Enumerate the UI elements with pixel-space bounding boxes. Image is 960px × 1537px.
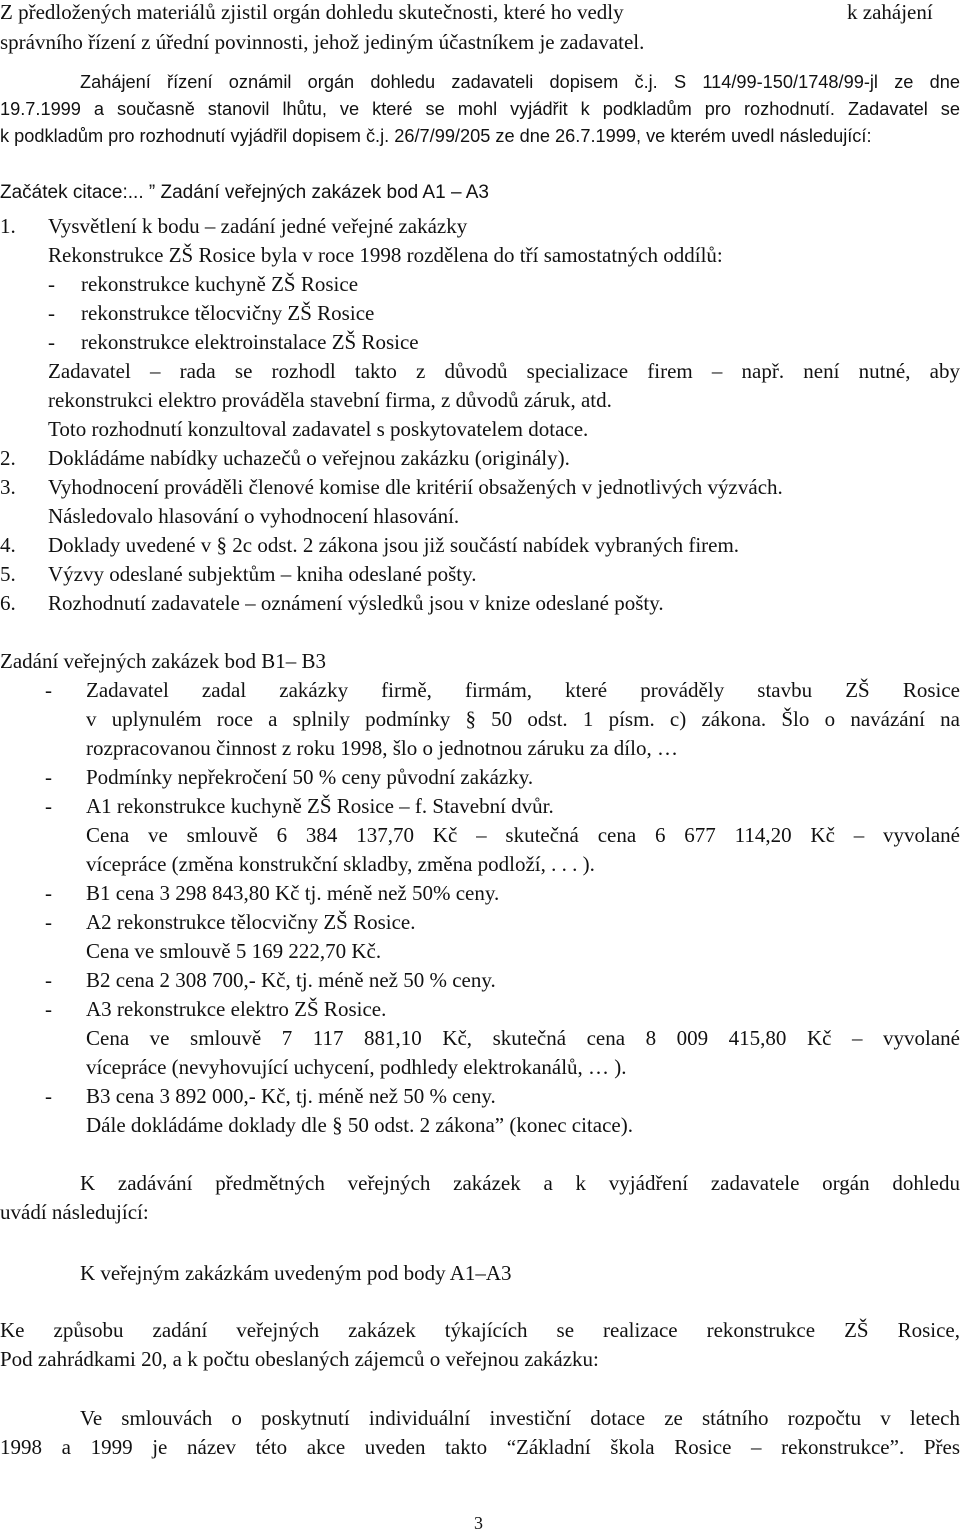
b-item-5-line-1: A2 rekonstrukce tělocvičny ZŠ Rosice. [86, 910, 416, 934]
quote-start: Začátek citace:... ” Zadání veřejných zakázek bod A1 – A3 [0, 182, 489, 203]
b-item-4: B1 cena 3 298 843,80 Kč tj. méně než 50% ceny. [86, 881, 500, 905]
item-1-para-3: Toto rozhodnutí konzultoval zadavatel s poskytovatelem dotace. [48, 417, 589, 441]
list-item [48, 272, 359, 296]
list-dash: - [45, 910, 52, 934]
tail-para-1-line-1: K zadávání předmětných veřejných zakázek a k vyjádření zadavatele orgán dohledu [80, 1171, 960, 1195]
tail-para-1-line-2: uvádí následující: [0, 1200, 149, 1224]
tail-para-4-line-1: Ve smlouvách o poskytnutí individuální investiční dotace ze státního rozpočtu v letech [80, 1406, 960, 1430]
list-item-text: rekonstrukce kuchyně ZŠ Rosice [81, 272, 359, 296]
b-item-6: B2 cena 2 308 700,- Kč, tj. méně než 50 % ceny. [86, 968, 496, 992]
list-dash: - [48, 272, 55, 296]
intro-line-2: správního řízení z úřední povinnosti, jehož jediným účastníkem je zadavatel. [0, 30, 645, 54]
item-2-text: Dokládáme nabídky uchazečů o veřejnou zakázku (originály). [48, 446, 570, 470]
b-item-3-line-3: vícepráce (změna konstrukční skladby, změna podloží, . . . ). [86, 852, 595, 876]
item-5-text: Výzvy odeslané subjektům – kniha odeslané pošty. [48, 562, 477, 586]
notice-line-3: k podkladům pro rozhodnutí vyjádřil dopisem č.j. 26/7/99/205 ze dne 26.7.1999, ve kterém uvedl následující: [0, 126, 872, 146]
tail-para-4-line-2: 1998 a 1999 je název této akce uveden takto “Základní škola Rosice – rekonstrukce”. Přes [0, 1435, 960, 1459]
item-1-para-1: Zadavatel – rada se rozhodl takto z důvodů specializace firem – např. není nutné, aby [48, 359, 960, 383]
list-item [48, 330, 419, 354]
list-dash: - [45, 968, 52, 992]
list-dash: - [45, 1084, 52, 1108]
b-item-5-line-2: Cena ve smlouvě 5 169 222,70 Kč. [86, 939, 382, 963]
intro-line-1b: k zahájení [847, 0, 933, 24]
intro-line-1a: Z předložených materiálů zjistil orgán dohledu skutečnosti, které ho vedly [0, 0, 624, 24]
b-item-3-line-1: A1 rekonstrukce kuchyně ZŠ Rosice – f. Stavební dvůr. [86, 794, 554, 818]
page-number: 3 [474, 1513, 483, 1533]
b-item-1-line-2: v uplynulém roce a splnily podmínky § 50 odst. 1 písm. c) zákona. Šlo o navázání na [86, 707, 960, 731]
part-b-heading: Zadání veřejných zakázek bod B1– B3 [0, 649, 326, 673]
item-1-heading: Vysvětlení k bodu – zadání jedné veřejné zakázky [48, 214, 468, 238]
b-item-7-line-1: A3 rekonstrukce elektro ZŠ Rosice. [86, 997, 387, 1021]
item-1-intro: Rekonstrukce ZŠ Rosice byla v roce 1998 rozdělena do tří samostatných oddílů: [48, 243, 723, 267]
item-1-para-2: rekonstrukci elektro prováděla stavební firma, z důvodů záruk, atd. [48, 388, 612, 412]
item-3-text-a: Vyhodnocení prováděli členové komise dle kritérií obsažených v jednotlivých výzvách. [48, 475, 783, 499]
item-5-number: 5. [0, 562, 16, 586]
list-dash: - [48, 330, 55, 354]
b-item-1-line-3: rozpracovanou činnost z roku 1998, šlo o jednotnou záruku za dílo, … [86, 736, 678, 760]
b-item-2: Podmínky nepřekročení 50 % ceny původní zakázky. [86, 765, 534, 789]
b-item-1-line-1: Zadavatel zadal zakázky firmě, firmám, které prováděly stavbu ZŠ Rosice [86, 678, 960, 702]
item-2-number: 2. [0, 446, 16, 470]
b-item-7-line-2: Cena ve smlouvě 7 117 881,10 Kč, skutečná cena 8 009 415,80 Kč – vyvolané [86, 1026, 960, 1050]
item-4-text: Doklady uvedené v § 2c odst. 2 zákona jsou již součástí nabídek vybraných firem. [48, 533, 740, 557]
tail-para-3-line-2: Pod zahrádkami 20, a k počtu obeslaných zájemců o veřejnou zakázku: [0, 1347, 599, 1371]
item-4-number: 4. [0, 533, 16, 557]
tail-para-3-line-1: Ke způsobu zadání veřejných zakázek týkajících se realizace rekonstrukce ZŠ Rosice, [0, 1318, 960, 1342]
list-dash: - [45, 765, 52, 789]
notice-line-1: Zahájení řízení oznámil orgán dohledu zadavateli dopisem č.j. S 114/99-150/1748/99-jl ze dne [80, 72, 960, 92]
b-item-8-line-1: B3 cena 3 892 000,- Kč, tj. méně než 50 % ceny. [86, 1084, 496, 1108]
b-item-7-line-3: vícepráce (nevyhovující uchycení, podhledy elektrokanálů, … ). [86, 1055, 627, 1079]
item-1-number: 1. [0, 214, 16, 238]
list-dash: - [45, 794, 52, 818]
list-item-text: rekonstrukce tělocvičny ZŠ Rosice [81, 301, 375, 325]
b-item-8-line-2: Dále dokládáme doklady dle § 50 odst. 2 zákona” (konec citace). [86, 1113, 633, 1137]
b-item-3-line-2: Cena ve smlouvě 6 384 137,70 Kč – skutečná cena 6 677 114,20 Kč – vyvolané [86, 823, 960, 847]
list-dash: - [45, 997, 52, 1021]
item-3-text-b: Následovalo hlasování o vyhodnocení hlasování. [48, 504, 460, 528]
list-dash: - [45, 881, 52, 905]
list-item-text: rekonstrukce elektroinstalace ZŠ Rosice [81, 330, 419, 354]
item-3-number: 3. [0, 475, 16, 499]
notice-line-2: 19.7.1999 a současně stanovil lhůtu, ve které se mohl vyjádřit k podkladům pro rozhodnutí. Zadavatel se [0, 99, 960, 119]
subheading-a1-a3: K veřejným zakázkám uvedeným pod body A1–A3 [80, 1261, 512, 1285]
item-6-text: Rozhodnutí zadavatele – oznámení výsledků jsou v knize odeslané pošty. [48, 591, 664, 615]
list-dash: - [45, 678, 52, 702]
list-item [48, 301, 375, 325]
list-dash: - [48, 301, 55, 325]
item-6-number: 6. [0, 591, 16, 615]
